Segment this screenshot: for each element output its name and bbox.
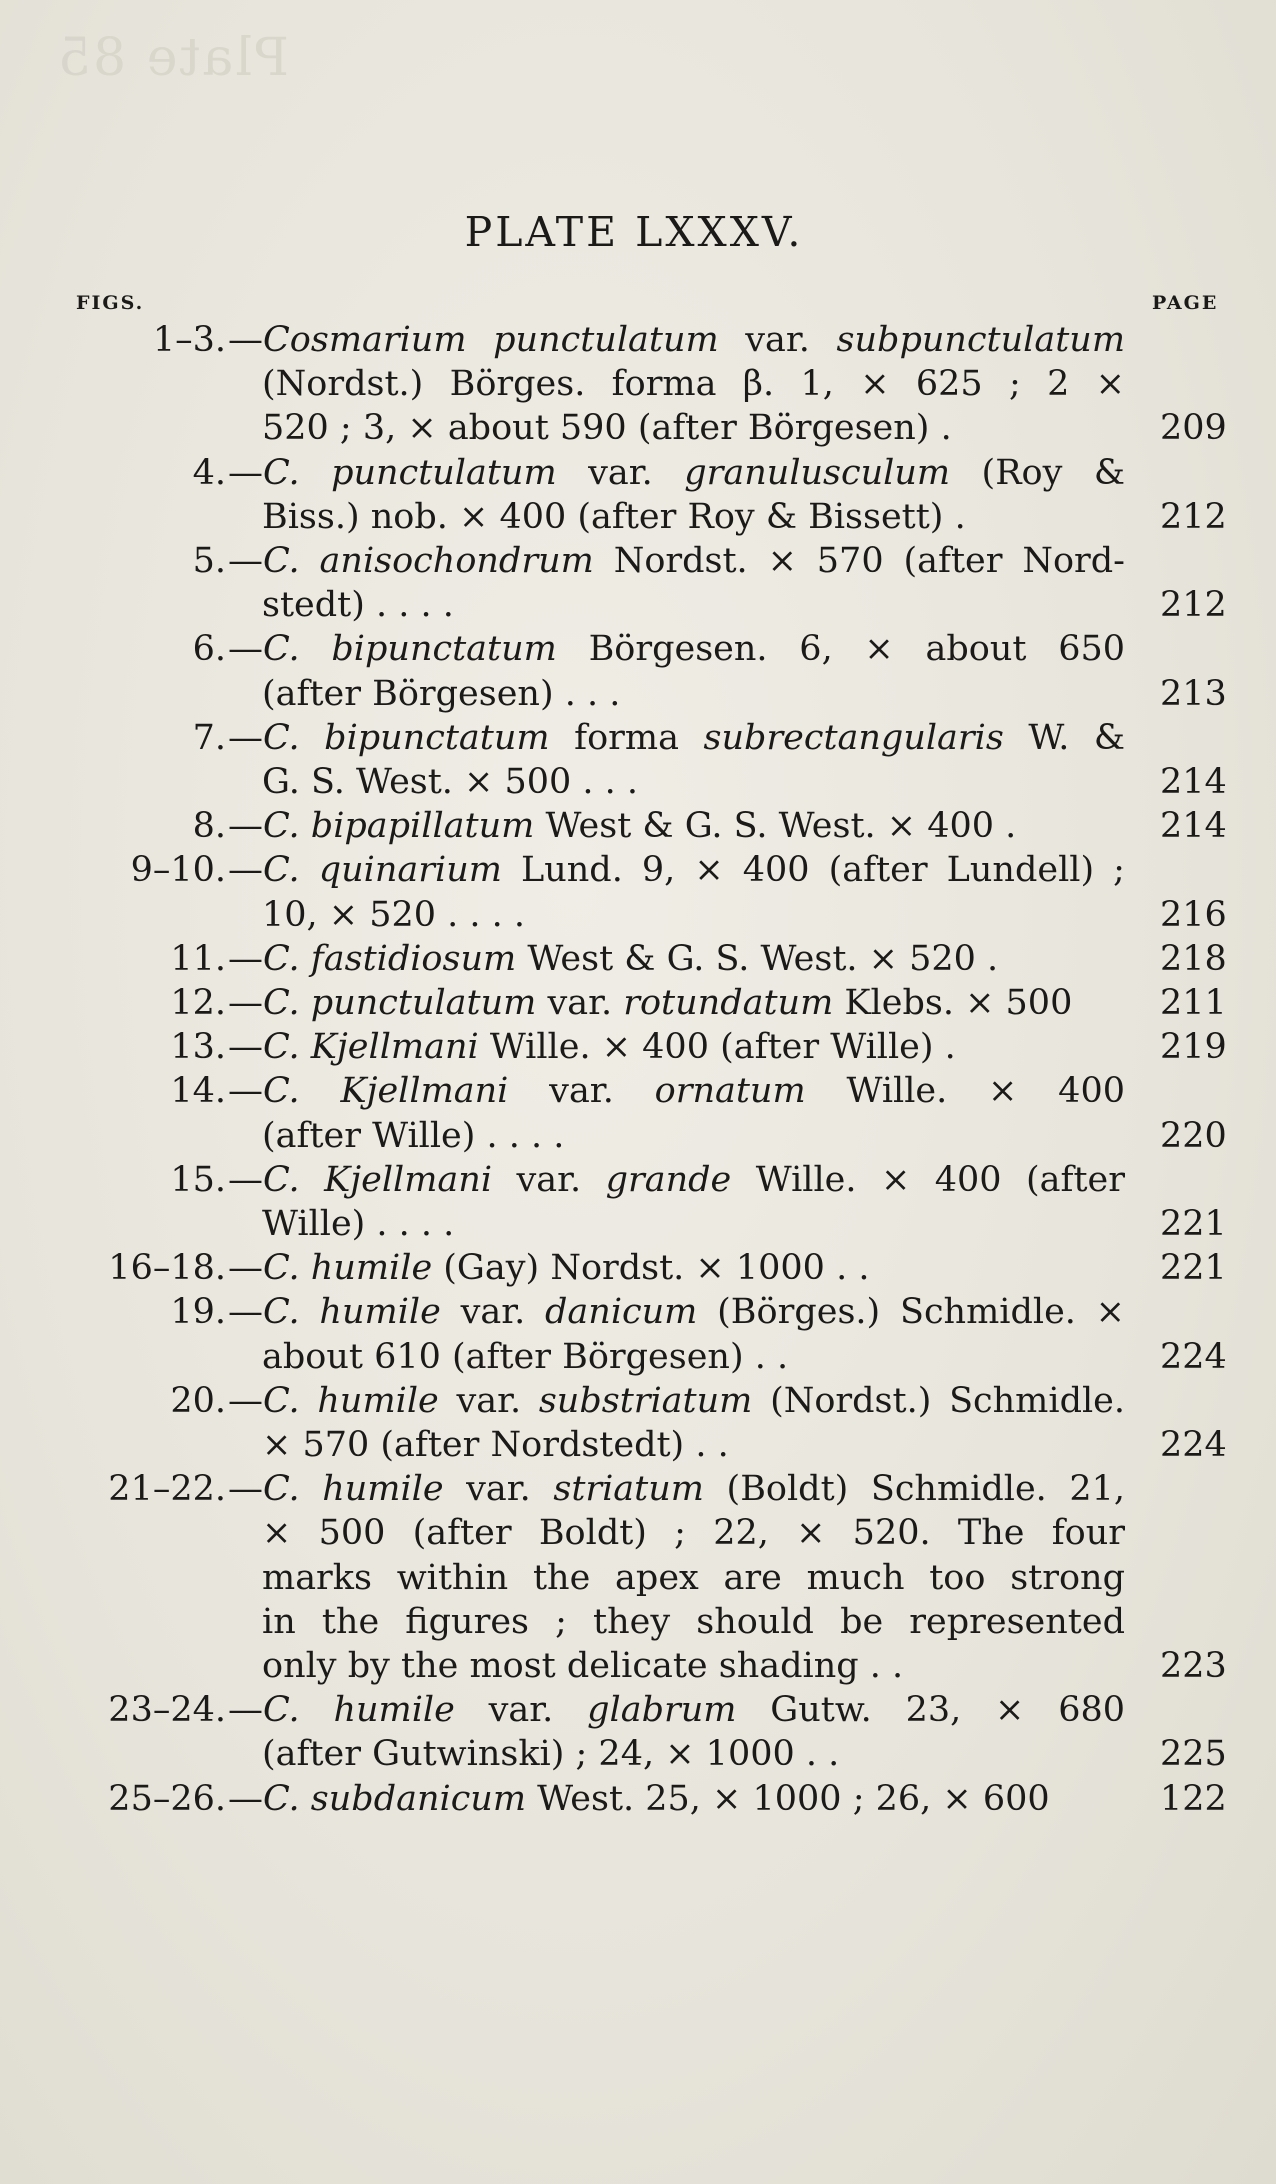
- figure-description: [228, 1688, 1125, 1732]
- figure-description: [262, 1511, 1125, 1555]
- description-text: var.: [492, 1159, 606, 1200]
- description-text: Gutw. 23, × 680: [736, 1690, 1126, 1731]
- figure-number: 12.: [170, 983, 226, 1023]
- figs-column-label: FIGS.: [76, 292, 145, 314]
- figure-number: 20.: [170, 1380, 226, 1421]
- figure-description: [228, 451, 1125, 495]
- taxon-name: C. humile: [263, 1380, 439, 1421]
- taxon-name: C. humile: [263, 1690, 455, 1731]
- description-text: (Nordst.) Schmidle.: [752, 1380, 1126, 1421]
- taxon-name: granulusculum: [684, 452, 951, 493]
- figure-entry: [0, 1246, 1276, 1290]
- description-text: —: [228, 1380, 263, 1421]
- figure-description: [262, 1556, 1125, 1600]
- figure-description: [228, 716, 1125, 760]
- description-text: (after Börgesen) . . .: [262, 673, 621, 714]
- figure-description: [228, 539, 1125, 583]
- figure-number: 6.: [192, 629, 226, 670]
- taxon-name: C. quinarium: [263, 850, 502, 891]
- figure-number: 25–26.: [108, 1778, 226, 1819]
- page-column-label: PAGE: [1152, 292, 1219, 314]
- description-text: Biss.) nob. × 400 (after Roy & Bissett) .: [262, 496, 966, 537]
- description-text: var.: [454, 1690, 588, 1731]
- figure-entry: [0, 318, 1276, 362]
- figure-number: 1–3.: [152, 320, 226, 360]
- figure-entry: [0, 1688, 1276, 1732]
- figure-entry: [0, 848, 1276, 892]
- taxon-name: subpunctulatum: [836, 320, 1126, 360]
- description-text: Nordst. × 570 (after Nord-: [593, 541, 1125, 581]
- figure-description: [262, 583, 1125, 627]
- description-text: —: [228, 1248, 263, 1289]
- figure-description: [262, 406, 1125, 450]
- figure-entry-continuation: [0, 362, 1276, 406]
- description-text: var.: [443, 1469, 554, 1510]
- description-text: var.: [508, 1071, 655, 1112]
- figure-number: 5.: [192, 541, 226, 581]
- figure-number: 8.: [192, 806, 226, 847]
- taxon-name: C. Kjellmani: [263, 1071, 509, 1112]
- figure-entry: [0, 1158, 1276, 1202]
- page-number: 211: [1160, 983, 1227, 1023]
- figure-description: [228, 1777, 1125, 1821]
- description-text: 520 ; 3, × about 590 (after Börgesen) .: [262, 408, 952, 449]
- figure-entry-continuation: [0, 672, 1276, 716]
- description-text: —: [228, 806, 263, 847]
- figure-description: [262, 1202, 1125, 1246]
- description-text: 10, × 520 . . . .: [262, 894, 526, 935]
- description-text: Wille. × 400: [805, 1071, 1125, 1112]
- figure-description: [262, 1600, 1125, 1644]
- figure-description: [228, 848, 1125, 892]
- description-text: West & G. S. West. × 520 .: [516, 938, 999, 979]
- figure-entry-continuation: [0, 893, 1276, 937]
- description-text: × 500 (after Boldt) ; 22, × 520. The four: [262, 1513, 1125, 1554]
- description-text: —: [228, 1778, 263, 1819]
- taxon-name: striatum: [553, 1469, 704, 1510]
- description-text: (Boldt) Schmidle. 21,: [703, 1469, 1126, 1510]
- taxon-name: grande: [605, 1159, 732, 1200]
- description-text: —: [228, 1027, 263, 1068]
- page-number: 223: [1160, 1646, 1227, 1686]
- description-text: —: [228, 320, 263, 360]
- figure-description: [228, 804, 1125, 848]
- description-text: (Börges.) Schmidle. ×: [697, 1292, 1126, 1333]
- description-text: —: [228, 850, 263, 891]
- page-number: 216: [1160, 894, 1227, 935]
- description-text: Wille. × 400 (after Wille) .: [478, 1027, 956, 1068]
- page-number: 221: [1160, 1204, 1227, 1244]
- figure-description: [262, 1644, 1125, 1688]
- description-text: G. S. West. × 500 . . .: [262, 762, 639, 802]
- taxon-name: rotundatum: [623, 983, 834, 1023]
- taxon-name: C. humile: [263, 1248, 433, 1289]
- figure-description: [228, 1379, 1125, 1423]
- figure-number: 14.: [170, 1071, 226, 1112]
- description-text: Wille) . . . .: [262, 1204, 455, 1244]
- figure-entry-continuation: [0, 1335, 1276, 1379]
- description-text: —: [228, 938, 263, 979]
- figure-entry-continuation: [0, 1202, 1276, 1246]
- description-text: —: [228, 1469, 263, 1510]
- description-text: —: [228, 1159, 263, 1200]
- figure-description: [262, 760, 1125, 804]
- description-text: in the figures ; they should be represented: [262, 1601, 1125, 1642]
- figure-description: [228, 1467, 1125, 1511]
- figure-entry-continuation: [0, 1644, 1276, 1688]
- page-number: 213: [1160, 673, 1227, 714]
- description-text: (after Gutwinski) ; 24, × 1000 . .: [262, 1734, 840, 1775]
- figure-description: [228, 1069, 1125, 1113]
- description-text: only by the most delicate shading . .: [262, 1646, 904, 1686]
- figure-entry: [0, 1379, 1276, 1423]
- figure-entry-continuation: [0, 406, 1276, 450]
- figure-description: [262, 1732, 1125, 1776]
- description-text: var.: [718, 320, 837, 360]
- figure-number: 13.: [170, 1027, 226, 1068]
- figure-description: [262, 893, 1125, 937]
- figure-number: 16–18.: [108, 1248, 226, 1289]
- figure-description: [228, 318, 1125, 362]
- description-text: W. &: [1003, 717, 1125, 758]
- figure-entry: [0, 1025, 1276, 1069]
- description-text: Klebs. × 500: [833, 983, 1073, 1023]
- figure-entry-continuation: [0, 1114, 1276, 1158]
- figure-entry: [0, 539, 1276, 583]
- figure-entry-continuation: [0, 1732, 1276, 1776]
- description-text: —: [228, 983, 263, 1023]
- taxon-name: C. punctulatum: [263, 452, 557, 493]
- description-text: West. 25, × 1000 ; 26, × 600: [526, 1778, 1050, 1819]
- taxon-name: C. bipapillatum: [263, 806, 535, 847]
- figure-description: [228, 627, 1125, 671]
- description-text: —: [228, 1292, 263, 1333]
- figure-description: [262, 362, 1125, 406]
- taxon-name: Cosmarium punctulatum: [263, 320, 719, 360]
- description-text: × 570 (after Nordstedt) . .: [262, 1425, 729, 1465]
- description-text: —: [228, 1690, 263, 1731]
- description-text: var.: [438, 1380, 539, 1421]
- figure-number: 7.: [192, 717, 226, 758]
- figure-entry: [0, 981, 1276, 1025]
- plate-title: PLATE LXXXV.: [464, 208, 804, 256]
- figure-description: [228, 981, 1125, 1025]
- figure-entry-continuation: [0, 1511, 1276, 1555]
- taxon-name: subrectangularis: [703, 717, 1004, 758]
- description-text: (Gay) Nordst. × 1000 . .: [432, 1248, 870, 1289]
- description-text: var.: [440, 1292, 546, 1333]
- figure-entry: [0, 937, 1276, 981]
- figure-entry-continuation: [0, 1600, 1276, 1644]
- page-number: 225: [1160, 1734, 1227, 1775]
- figure-description: [228, 937, 1125, 981]
- figure-entry-continuation: [0, 760, 1276, 804]
- taxon-name: ornatum: [654, 1071, 806, 1112]
- taxon-name: C. Kjellmani: [263, 1027, 479, 1068]
- figure-number: 4.: [192, 452, 226, 493]
- description-text: (after Wille) . . . .: [262, 1115, 565, 1156]
- page-number: 218: [1160, 938, 1227, 979]
- figure-entry-continuation: [0, 1423, 1276, 1467]
- description-text: var.: [556, 452, 685, 493]
- figure-entry: [0, 1777, 1276, 1821]
- figure-description: [228, 1158, 1125, 1202]
- taxon-name: C. bipunctatum: [263, 717, 550, 758]
- figure-description: [262, 495, 1125, 539]
- figure-description: [228, 1025, 1125, 1069]
- figure-number: 11.: [170, 938, 226, 979]
- figure-number: 9–10.: [130, 850, 226, 891]
- show-through-text: Plate 85: [56, 28, 289, 88]
- figure-entry: [0, 451, 1276, 495]
- description-text: Börgesen. 6, × about 650: [556, 629, 1125, 670]
- figure-description: [228, 1246, 1125, 1290]
- page-number: 212: [1160, 496, 1227, 537]
- description-text: (Nordst.) Börges. forma β. 1, × 625 ; 2 ×: [262, 364, 1125, 405]
- page-number: 214: [1160, 806, 1227, 847]
- taxon-name: C. subdanicum: [263, 1778, 527, 1819]
- page-number: 214: [1160, 762, 1227, 802]
- page-number: 209: [1160, 408, 1227, 449]
- taxon-name: danicum: [545, 1292, 698, 1333]
- description-text: about 610 (after Börgesen) . .: [262, 1336, 789, 1377]
- figure-number: 21–22.: [108, 1469, 226, 1510]
- description-text: —: [228, 452, 263, 493]
- taxon-name: glabrum: [587, 1690, 737, 1731]
- figure-description: [262, 1114, 1125, 1158]
- description-text: —: [228, 541, 263, 581]
- figure-entry-continuation: [0, 1556, 1276, 1600]
- taxon-name: C. fastidiosum: [263, 938, 517, 979]
- figure-entry: [0, 627, 1276, 671]
- taxon-name: substriatum: [538, 1380, 753, 1421]
- page-number: 220: [1160, 1115, 1227, 1156]
- figure-description: [262, 1423, 1125, 1467]
- taxon-name: C. Kjellmani: [263, 1159, 493, 1200]
- page-number: 224: [1160, 1425, 1227, 1465]
- taxon-name: C. humile: [263, 1292, 441, 1333]
- description-text: var.: [536, 983, 624, 1023]
- description-text: West & G. S. West. × 400 .: [534, 806, 1017, 847]
- description-text: marks within the apex are much too strong: [262, 1557, 1125, 1598]
- figure-description: [228, 1290, 1125, 1334]
- page-number: 221: [1160, 1248, 1227, 1289]
- figure-number: 19.: [170, 1292, 226, 1333]
- taxon-name: C. humile: [263, 1469, 444, 1510]
- figure-entry: [0, 1290, 1276, 1334]
- figure-description: [262, 1335, 1125, 1379]
- page-number: 122: [1160, 1778, 1227, 1819]
- figure-entry: [0, 1069, 1276, 1113]
- description-text: —: [228, 629, 263, 670]
- figure-number: 23–24.: [108, 1690, 226, 1731]
- taxon-name: C. anisochondrum: [263, 541, 594, 581]
- page-number: 219: [1160, 1027, 1227, 1068]
- figure-entry: [0, 1467, 1276, 1511]
- description-text: forma: [549, 717, 704, 758]
- figure-number: 15.: [170, 1159, 226, 1200]
- page-number: 224: [1160, 1336, 1227, 1377]
- description-text: —: [228, 717, 263, 758]
- description-text: (Roy &: [950, 452, 1126, 493]
- description-text: stedt) . . . .: [262, 585, 454, 626]
- taxon-name: C. punctulatum: [263, 983, 537, 1023]
- description-text: Wille. × 400 (after: [731, 1159, 1125, 1200]
- page-number: 212: [1160, 585, 1227, 626]
- figure-entry: [0, 804, 1276, 848]
- description-text: Lund. 9, × 400 (after Lundell) ;: [501, 850, 1125, 891]
- description-text: —: [228, 1071, 263, 1112]
- figure-description: [262, 672, 1125, 716]
- figure-entry-continuation: [0, 495, 1276, 539]
- taxon-name: C. bipunctatum: [263, 629, 557, 670]
- figure-entry: [0, 716, 1276, 760]
- figure-entry-continuation: [0, 583, 1276, 627]
